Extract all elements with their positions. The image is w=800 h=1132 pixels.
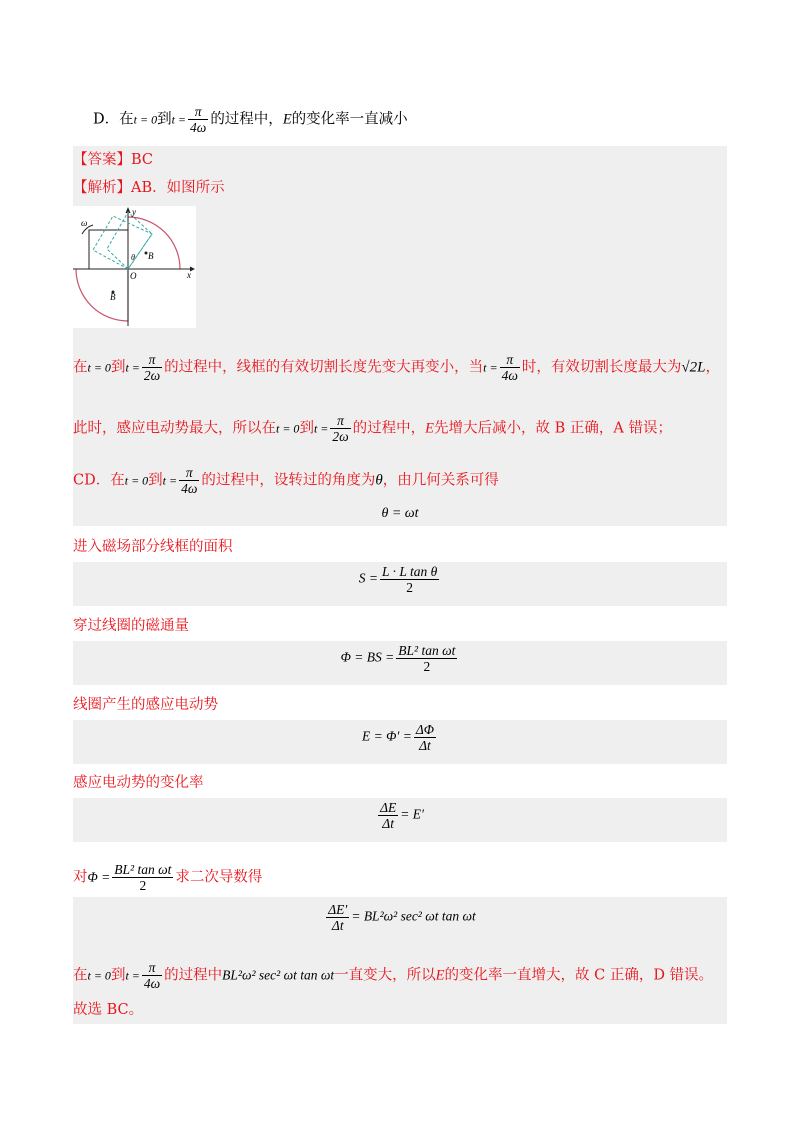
label-emf: 线圈产生的感应电动势 (73, 697, 218, 713)
text-end: 先增大后减小，故 B 正确，A 错误； (434, 420, 672, 437)
arc-lower (76, 269, 128, 321)
text-end: 求二次导数得 (175, 869, 263, 886)
frac-den: 4ω (181, 481, 198, 496)
label-b1: B (148, 251, 154, 261)
eq-rhs: = BL²ω² sec² ωt tan ωt (351, 908, 476, 924)
option-label: D．在 (93, 111, 134, 128)
frac-num: ΔΦ (415, 722, 435, 737)
label-x: x (187, 270, 191, 280)
label-y: y (132, 207, 136, 217)
analysis-line-1 (73, 352, 720, 383)
fraction (188, 104, 208, 135)
analysis-line-2 (73, 413, 672, 444)
text-dao: 到 (148, 472, 163, 489)
equation-theta: θ = ωt (381, 506, 419, 521)
equation-phi (73, 643, 727, 674)
math-expr: BL²ω² sec² ωt tan ωt (222, 967, 335, 983)
text-dao: 到 (299, 420, 314, 437)
frac-num: π (142, 352, 162, 368)
fraction (380, 564, 439, 595)
option-d-line (93, 104, 408, 135)
conclusion: 故选 BC。 (73, 1002, 144, 1018)
frac-num: ΔE (380, 800, 397, 815)
answer-value: BC (131, 152, 154, 168)
math-sqrt2l: √2L (681, 359, 706, 376)
fraction-2 (500, 352, 520, 383)
eq-lhs: Φ = BS = (340, 649, 395, 665)
label-theta: θ (131, 253, 135, 262)
frac-num: π (142, 960, 162, 976)
text-zai: 在 (73, 359, 88, 376)
math-theta: θ (375, 472, 383, 489)
frac-num: L · L tan θ (381, 564, 438, 579)
analysis-line-3 (73, 465, 499, 496)
text-zai: 在 (73, 967, 88, 984)
fraction (330, 413, 350, 444)
square-frame (89, 230, 128, 269)
math-t0: t = 0 (276, 421, 300, 436)
eq-lhs: E = Φ′ = (361, 728, 412, 744)
math-t0: t = 0 (87, 360, 111, 375)
math-t-eq-2: t = (483, 360, 498, 375)
text-mid: 的过程中 (164, 967, 223, 984)
analysis-line (73, 178, 225, 198)
text-start: 对 (73, 869, 88, 886)
frac-den: 4ω (143, 976, 161, 991)
frac-den: 2ω (332, 429, 349, 444)
math-t-eq: t = (171, 112, 187, 127)
rotated-frame (107, 212, 152, 269)
rotated-frame-2 (93, 216, 152, 269)
label-area: 进入磁场部分线框的面积 (73, 539, 233, 555)
var-e: E (282, 111, 292, 128)
frac-num: π (500, 352, 520, 368)
text-dao: 到 (110, 967, 126, 984)
analysis-label: 【解析】 (73, 180, 131, 196)
text-rest2: 的变化率一直减小 (291, 111, 408, 128)
frac-den: 2 (406, 580, 413, 595)
text-dao: 到 (110, 359, 126, 376)
frac-den: 2 (423, 659, 431, 674)
math-t-eq: t = (162, 473, 178, 488)
text-end: 的变化率一直增大，故 C 正确，D 错误。 (444, 967, 714, 984)
equation-derivative (73, 902, 727, 933)
text-start: CD．在 (73, 472, 125, 489)
fraction (414, 722, 436, 753)
math-t0: t = 0 (133, 112, 158, 127)
frac-den: 2 (139, 878, 147, 893)
fraction (179, 465, 199, 496)
eq-lhs: S = (358, 570, 378, 586)
frac-num: π (188, 104, 208, 120)
equation-rate (73, 800, 727, 831)
var-e: E (435, 967, 445, 984)
answer-label: 【答案】 (73, 152, 131, 168)
var-e: E (425, 420, 435, 437)
math-t-eq: t = (313, 421, 329, 436)
text-mid2: 一直变大，所以 (334, 967, 436, 984)
final-line (73, 960, 713, 991)
math-t0: t = 0 (124, 473, 149, 488)
fraction (142, 960, 162, 991)
fraction (112, 862, 173, 893)
fraction (396, 643, 457, 674)
frac-den: Δt (331, 918, 344, 933)
frac-den: 2ω (143, 368, 161, 383)
label-rate: 感应电动势的变化率 (73, 775, 204, 791)
frac-den: 4ω (190, 120, 207, 135)
label-flux: 穿过线圈的磁通量 (73, 618, 189, 634)
eq-rhs: = E′ (400, 806, 424, 822)
fraction (142, 352, 162, 383)
fraction (378, 800, 398, 831)
text-start: 此时，感应电动势最大，所以在 (73, 420, 276, 437)
label-omega: ω (81, 218, 88, 228)
fraction (326, 902, 349, 933)
rotation-figure (73, 206, 196, 328)
frac-num: BL² tan ωt (114, 862, 172, 877)
text-mid2: 时，有效切割长度最大为 (521, 359, 682, 376)
frac-num: π (179, 465, 199, 481)
math-t-eq: t = (125, 968, 140, 983)
equation-s (73, 564, 727, 595)
arc-upper (128, 217, 180, 269)
frac-den: Δt (382, 816, 394, 831)
eq-lhs: Φ = (87, 869, 111, 885)
text-end: ，由几何关系可得 (382, 472, 499, 489)
derivative-line (73, 862, 262, 893)
analysis-value: AB．如图所示 (131, 180, 225, 196)
text-end: ， (705, 359, 720, 376)
text-rest: 的过程中， (210, 111, 283, 128)
text-dao: 到 (157, 111, 172, 128)
text-mid: 的过程中，设转过的角度为 (201, 472, 376, 489)
frac-num: ΔE′ (328, 902, 348, 917)
math-t-eq: t = (125, 360, 140, 375)
frac-den: 4ω (501, 368, 518, 383)
label-o: O (130, 271, 137, 281)
frac-num: π (330, 413, 350, 429)
equation-e (73, 722, 727, 753)
math-t0: t = 0 (87, 968, 111, 983)
figure-svg (73, 206, 196, 328)
frac-num: BL² tan ωt (398, 643, 456, 658)
answer-line (73, 150, 153, 170)
text-mid: 的过程中， (352, 420, 426, 437)
frac-den: Δt (419, 738, 431, 753)
text-mid: 的过程中，线框的有效切割长度先变大再变小，当 (164, 359, 484, 376)
label-b2: B (110, 292, 116, 302)
